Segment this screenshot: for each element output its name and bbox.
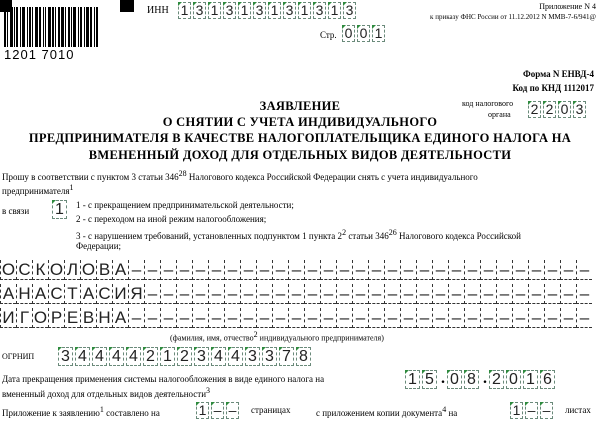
name-letter-cell: – [144,284,160,304]
name-letter-cell: К [32,260,48,280]
name-letter-cell: – [208,308,224,328]
name-letter-cell: – [368,260,384,280]
reason-option-3: 3 - с нарушением требований, установленных подпунктом 1 пункта $2^2$ статьи $346^{26}$ Налогового кодекса Российской [76,228,521,241]
date-text-2: вмененный доход для отдельных видов деятельности$^3$ [2,386,211,399]
inn-digit-cell: 1 [208,2,221,19]
name-letter-cell: – [144,260,160,280]
inn-digit-cell: 1 [328,2,341,19]
name-letter-cell: О [49,260,64,279]
ogrnip-digit-cell: 2 [177,347,192,366]
name-letter-cell: – [272,260,288,280]
name-letter-cell: – [224,284,240,304]
request-line-1: Прошу в соответствии с пунктом 3 статьи $346^{28}$ Налогового кодекса Российской Федерации снять с учета индивидуального [2,169,478,182]
name-letter-cell: – [160,308,176,328]
name-letter-cell: – [336,308,352,328]
name-letter-cell: – [304,308,320,328]
name-letter-cell: А [32,284,48,304]
name-letter-cell: – [336,260,352,280]
ogrnip-digit-cell: 3 [194,347,209,366]
page-digit-cell: 0 [342,25,355,42]
name-letter-cell: – [512,284,528,304]
name-letter-cell: – [576,308,592,328]
name-letter-cell: – [512,260,528,280]
tax-authority-label-2: органа [488,110,511,119]
inn-field[interactable] [178,2,358,19]
attachment-pages-field[interactable] [196,402,241,419]
inn-digit-cell: 1 [298,2,311,19]
name-letter-cell: – [432,308,448,328]
name-letter-cell: С [96,284,112,304]
date-digit-cell: 1 [405,370,420,389]
name-letter-cell: – [176,308,192,328]
name-letter-cell: – [176,260,192,280]
date-month [447,370,481,389]
ogrnip-digit-cell: 4 [211,347,226,366]
name-letter-cell: – [336,284,352,304]
date-year [489,370,557,389]
inn-digit-cell: 3 [253,2,266,19]
name-letter-cell: – [304,260,320,280]
tax-code-digit-cell: 2 [543,101,556,118]
attachment-sheets-field[interactable] [510,402,555,419]
name-letter-cell: – [240,260,256,280]
name-letter-cell: – [464,284,480,304]
date-digit-cell: 5 [422,370,437,389]
name-letter-cell: С [16,260,32,280]
surname-field[interactable] [0,260,592,280]
barcode [4,7,98,47]
ogrnip-digit-cell: 7 [279,347,294,366]
date-separator: . [483,370,487,387]
reason-code-cell: 1 [52,200,67,219]
name-letter-cell: – [272,284,288,304]
reason-option-3-cont: Федерации; [76,241,122,251]
name-letter-cell: – [496,284,512,304]
pages-digit-cell: – [211,402,224,419]
name-letter-cell: – [576,260,592,280]
name-letter-cell: – [544,284,560,304]
name-letter-cell: – [368,284,384,304]
name-letter-cell: – [416,284,432,304]
sheets-word: листах [565,405,591,415]
tax-authority-label-1: код налогового [462,99,514,108]
page-digit-cell: 0 [357,25,370,42]
name-letter-cell: – [544,260,560,280]
name-letter-cell: – [400,260,416,280]
name-letter-cell: – [192,284,208,304]
name-letter-cell: А [80,284,96,304]
ogrnip-label: ОГРНИП [2,352,35,361]
name-letter-cell: – [192,308,208,328]
name-letter-cell: А [112,260,128,280]
name-letter-cell: – [576,284,592,304]
attachment-text-2: с приложением копии документа$^4$ на [316,405,458,418]
name-letter-cell: – [384,260,400,280]
name-letter-cell: – [304,284,320,304]
inn-digit-cell: 3 [223,2,236,19]
reason-option-1: 1 - с прекращением предпринимательской деятельности; [76,200,294,210]
name-letter-cell: – [432,260,448,280]
ogrnip-digit-cell: 3 [245,347,260,366]
name-letter-cell: – [368,308,384,328]
appendix-line: Приложение N 4 [539,2,596,11]
ogrnip-digit-cell: 3 [58,347,73,366]
patronymic-field[interactable] [0,308,592,328]
request-line-2: предпринимателя$^1$ [2,183,74,196]
date-day [405,370,439,389]
name-letter-cell: – [480,308,496,328]
form-name: Форма N ЕНВД-4 [522,69,594,79]
inn-digit-cell: 3 [193,2,206,19]
name-letter-cell: – [256,284,272,304]
knd-code: Код по КНД 1112017 [512,83,594,93]
page-label: Стр. [320,30,337,40]
name-letter-cell: – [128,260,144,280]
inn-digit-cell: 1 [178,2,191,19]
name-letter-cell: И [112,284,128,304]
name-letter-cell: Т [64,284,80,304]
tax-code-digit-cell: 0 [558,101,571,118]
name-letter-cell: – [224,260,240,280]
name-letter-cell: – [320,260,336,280]
name-letter-cell: – [432,284,448,304]
name-letter-cell: – [224,308,240,328]
name-letter-cell: – [560,260,576,280]
name-letter-cell: – [320,284,336,304]
barcode-number: 1201 7010 [4,47,75,62]
name-letter-cell: – [240,308,256,328]
inn-digit-cell: 3 [343,2,356,19]
name-letter-cell: С [48,284,64,304]
name-letter-cell: А [112,308,128,328]
pages-word: страницах [251,405,291,415]
inn-digit-cell: 3 [283,2,296,19]
page-digit-cell: 1 [372,25,385,42]
ogrnip-digit-cell: 4 [92,347,107,366]
ogrnip-digit-cell: 1 [160,347,175,366]
name-letter-cell: – [400,308,416,328]
page-number-field[interactable] [342,25,387,42]
name-letter-cell: – [528,284,544,304]
name-letter-cell: – [448,260,464,280]
date-digit-cell: 2 [489,370,504,389]
ogrnip-digit-cell: 4 [75,347,90,366]
date-text-1: Дата прекращения применения системы налогообложения в виде единого налога на [2,374,325,384]
name-letter-cell: – [384,284,400,304]
title-line-2: О СНЯТИИ С УЧЕТА ИНДИВИДУАЛЬНОГО [162,115,438,129]
name-letter-cell: – [192,260,208,280]
name-letter-cell: – [288,308,304,328]
name-letter-cell: – [480,260,496,280]
ogrnip-digit-cell: 3 [262,347,277,366]
name-letter-cell: – [288,260,304,280]
name-letter-cell: – [496,308,512,328]
inn-digit-cell: 3 [313,2,326,19]
name-letter-cell: О [1,260,16,279]
sheets-digit-cell: – [525,402,538,419]
name-letter-cell: – [128,308,144,328]
name-letter-cell: Р [48,308,64,328]
name-letter-cell: – [448,308,464,328]
name-letter-cell: – [512,308,528,328]
ogrnip-digit-cell: 8 [296,347,311,366]
name-letter-cell: – [416,308,432,328]
name-letter-cell: – [560,308,576,328]
name-letter-cell: – [528,260,544,280]
ogrnip-field[interactable] [58,347,313,366]
sheets-digit-cell: 1 [510,402,523,419]
name-letter-cell: О [33,308,48,327]
reason-code-field[interactable] [52,200,69,219]
name-letter-cell: – [464,260,480,280]
first-name-field[interactable] [0,284,592,304]
pages-digit-cell: 1 [196,402,209,419]
inn-digit-cell: 1 [268,2,281,19]
name-letter-cell: – [144,308,160,328]
name-letter-cell: – [320,308,336,328]
reason-option-2: 2 - с переходом на иной режим налогообложения; [76,214,267,224]
inn-label: ИНН [147,5,169,16]
tax-code-digit-cell: 2 [528,101,541,118]
date-digit-cell: 8 [464,370,479,389]
date-digit-cell: 0 [506,370,521,389]
name-letter-cell: Е [64,308,80,328]
name-letter-cell: – [208,260,224,280]
name-letter-cell: – [256,260,272,280]
date-digit-cell: 1 [523,370,538,389]
name-letter-cell: – [448,284,464,304]
title-line-3: ПРЕДПРИНИМАТЕЛЯ В КАЧЕСТВЕ НАЛОГОПЛАТЕЛЬЩИКА ЕДИНОГО НАЛОГА НА [28,131,572,145]
title-line-4: ВМЕНЕННЫЙ ДОХОД ДЛЯ ОТДЕЛЬНЫХ ВИДОВ ДЕЯТЕЛЬНОСТИ [88,148,512,162]
name-letter-cell: – [496,260,512,280]
name-letter-cell: – [384,308,400,328]
name-letter-cell: – [256,308,272,328]
name-letter-cell: – [208,284,224,304]
name-letter-cell: А [0,284,16,304]
order-line: к приказу ФНС России от 11.12.2012 N ММВ-7-6/941@ [430,13,596,21]
name-letter-cell: – [464,308,480,328]
tax-code-digit-cell: 3 [573,101,586,118]
name-letter-cell: – [352,308,368,328]
name-letter-cell: В [80,308,96,328]
ogrnip-digit-cell: 4 [109,347,124,366]
name-letter-cell: – [272,308,288,328]
name-letter-cell: Я [128,284,144,304]
termination-date-field[interactable] [405,370,557,389]
date-digit-cell: 0 [447,370,462,389]
name-letter-cell: – [544,308,560,328]
name-letter-cell: – [240,284,256,304]
sheets-digit-cell: – [540,402,553,419]
date-separator: . [441,370,445,387]
name-letter-cell: – [560,284,576,304]
name-letter-cell: Л [64,260,80,280]
pages-digit-cell: – [226,402,239,419]
name-letter-cell: В [96,260,112,280]
ogrnip-digit-cell: 4 [126,347,141,366]
reason-label: в связи [2,206,30,216]
attachment-text-1: Приложение к заявлению$^1$ составлено на [2,405,160,418]
name-letter-cell: – [416,260,432,280]
name-letter-cell: – [176,284,192,304]
fio-caption: (фамилия, имя, отчество$^2$ индивидуального предпринимателя) [170,330,384,343]
name-letter-cell: Н [16,284,32,304]
name-letter-cell: Н [96,308,112,328]
name-letter-cell: – [480,284,496,304]
name-letter-cell: – [352,260,368,280]
name-letter-cell: – [352,284,368,304]
ogrnip-digit-cell: 2 [143,347,158,366]
name-letter-cell: О [81,260,96,279]
name-letter-cell: Г [16,308,32,328]
name-letter-cell: И [0,308,16,328]
name-letter-cell: – [160,260,176,280]
date-digit-cell: 6 [540,370,555,389]
inn-digit-cell: 1 [238,2,251,19]
name-letter-cell: – [160,284,176,304]
name-letter-cell: – [528,308,544,328]
name-letter-cell: – [400,284,416,304]
title-line-1: ЗАЯВЛЕНИЕ [259,99,341,113]
ogrnip-digit-cell: 4 [228,347,243,366]
corner-marker-right [120,0,134,12]
name-letter-cell: – [288,284,304,304]
